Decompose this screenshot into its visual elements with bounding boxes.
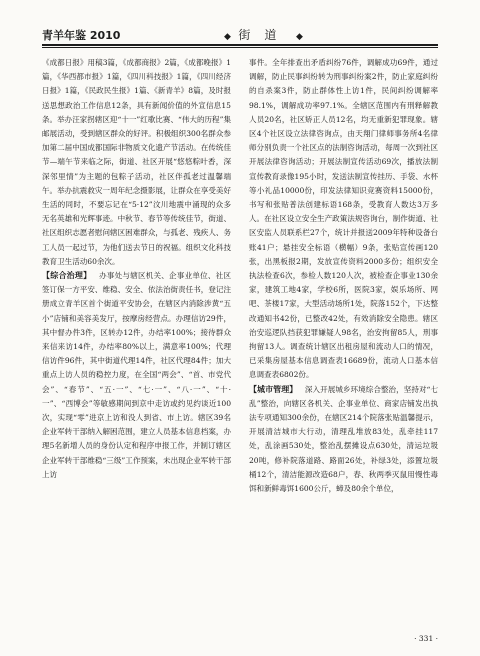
book-title: 青羊年鉴 2010 xyxy=(42,29,121,42)
section-heading xyxy=(224,26,305,43)
right-paragraph-2 xyxy=(249,383,438,497)
right-paragraph-1: 事件。全年排查出矛盾纠纷76件，调解成功69件，通过调解，防止民事纠纷转为刑事纠纷案2件，防止家庭纠纷的自杀案3件，防止群体性上访1件，民间纠纷调解率98.1%，调解成功率97.1%。全辖区范围内有刑释解教人员20名，社区矫正人员12名，均无重新犯罪现象。辖区4个社区设立法律咨询点，由天翔门律师事务所4名律师分别负责一个社区点的法制咨询活动，每周一次到社区开展法律咨询活动；开展法制宣传活动69次，播放法制宣传教育录像195小时，发送法制宣传挂历、手袋、水杯等小礼品10000份，印发法律知识竞赛资料15000份，书写和张贴普法创建标语168条，受教育人数达3万多人。在社区设立安全生产政策法规咨询台，制作街道、社区安监人员联系栏27个，统计并报送2009年特种设备台账41户；悬挂安全标语（横幅）9条，张贴宣传画120张，出黑板报2期，发放宣传资料2000多份；组织安全执法检查6次，参检人数120人次，被检查企事业130余家，建筑工地4家，学校6所，医院3家，娱乐场所、网吧、茶楼17家，大型活动场所1处，院落152个，下达整改通知书42份，已整改42处，有效消除安全隐患。辖区治安巡逻队挡获犯罪嫌疑人98名，治安拘留85人，刑事拘留13人。调查统计辖区出租房屋和流动人口的情况，已采集房屋基本信息调查表16689份，流动人口基本信息调查表6802份。 xyxy=(249,58,438,380)
left-column xyxy=(42,56,231,482)
right-column xyxy=(249,56,438,496)
page-number: · 331 · xyxy=(414,634,438,643)
header-rule-thick xyxy=(42,44,438,46)
section-tag-chengshi: 【城市管理】 xyxy=(249,384,298,394)
left-paragraph-2-text: 办事处与辖区机关、企事业单位、社区签订保一方平安、维稳、安全、依法治街责任书，登记注册成立青羊区首个街道平安协会，在辖区内消除涉黄“五小”店铺和美容美发厅，按摩房经营点。办理信访29件，其中督办件3件，区转办12件，办结率100%；接待群众来信来访14件，办结率80%以上，满意率100%；代理信访件96件，其中街道代理14件，社区代理84件；加大重点上访人员的稳控力度，在全国“两会”、“首、市党代会”、“春节”、“五·一”、“七·一”、“八·一”、“十·一”、“西博会”等敏感期间到京中走访或约见约谈近100次，实现“零”进京上访和没人到省、市上访。辖区39名企业军转干部纳入解困范围，建立人员基本信息档案，办理5名新增人员的身份认定和程序申报工作，并制订辖区企业军转干部维稳“三级”工作预案，未出现企业军转干部上访 xyxy=(42,271,231,479)
diamond-right-icon: ◆ xyxy=(295,32,305,42)
left-paragraph-1: 《成都日报》用稿3篇，《成都商报》2篇，《成都晚报》1篇，《华西都市报》1篇，《四川科技报》1篇，《四川经济日报》1篇，《民政民生报》1篇、《新青羊》8篇，及时报送思想政治工作信息12条，具有新闻价值的外宣信息15条。举办汪家拐辖区迎“十一”红歌比赛、“伟大的历程”集邮展活动，受到辖区群众的好评。积极组织300名群众参加第二届中国成都国际非物质文化遗产节活动。在传统佳节—端午节来临之际，街道、社区开展“悠悠粽叶香，深深邻里情”为主题的包粽子活动，社区伴孤老过温馨端午。举办抗震救灾一周年纪念摄影展，让群众在享受美好生活的同时，不要忘记在“5·12”汶川地震中涌现的众多无名英雄和光辉事迹。中秋节、春节等传统佳节，街道、社区组织志愿者慰问辖区困难群众，与孤老、残疾人、务工人员一起过节，为他们送去节日的祝福。组织文化科技教育卫生活动60余次。 xyxy=(42,58,232,266)
running-header xyxy=(42,24,438,44)
section-name: 街道 xyxy=(238,28,291,42)
header-rule-thin xyxy=(42,47,438,48)
left-paragraph-2 xyxy=(42,269,231,482)
section-tag-zonghe: 【综合治理】 xyxy=(42,271,92,281)
diamond-left-icon: ◆ xyxy=(224,32,233,42)
right-paragraph-2-text: 深入开展城乡环境综合整治，坚持对“七乱”整治，向辖区各机关、企事业单位、商家店铺发出执法专项通知300余份，在辖区214个院落张贴温馨提示，开展清洁城市大行动，清理乱堆放83处，乱牵挂117处，乱涂画530处，整治乱摆摊设点630处，清运垃圾20吨，修补院落道路、路面26处，补绿3处，添置垃圾桶12个，清洁能源改造68户，春、秋两季灭鼠用慢性毒饵和新鲜毒饵1600公斤，蟑及80余个单位， xyxy=(249,384,439,494)
